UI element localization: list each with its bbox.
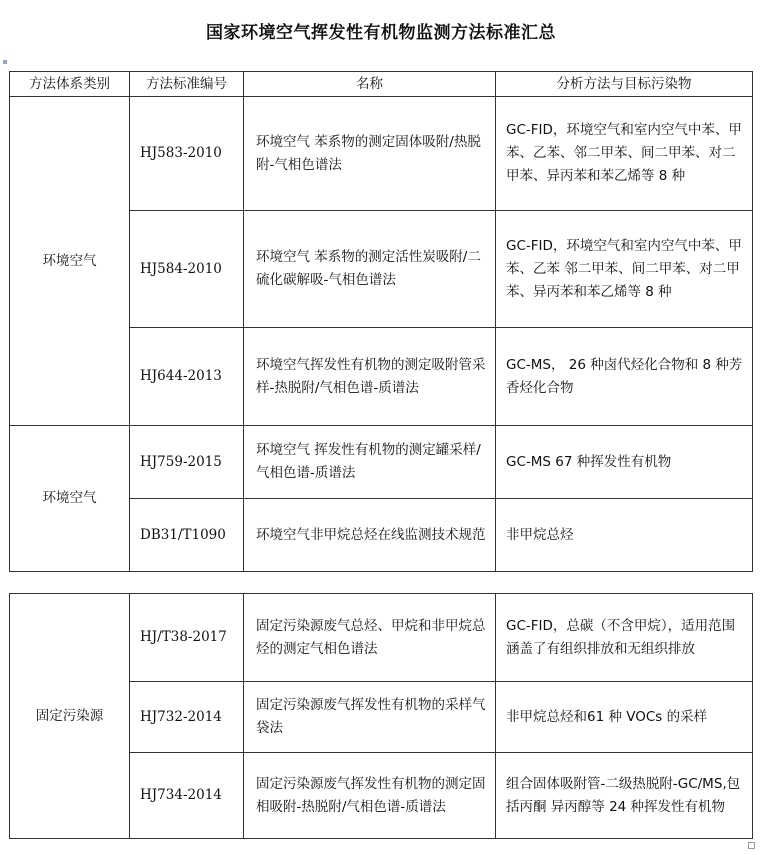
paragraph-marker — [3, 60, 7, 64]
header-method: 分析方法与目标污染物 — [496, 72, 753, 97]
table-resize-handle[interactable] — [748, 842, 755, 849]
method-cell: GC-FID，环境空气和室内空气中苯、甲苯、乙苯、邻二甲苯、间二甲苯、对二甲苯、异丙苯和苯乙烯等 8 种 — [496, 97, 753, 211]
method-cell: GC-FID，总碳（不含甲烷），适用范围涵盖了有组织排放和无组织排放 — [496, 594, 753, 682]
code-cell: HJ584-2010 — [130, 211, 244, 328]
category-cell: 固定污染源 — [10, 594, 130, 839]
method-cell: 组合固体吸附管-二级热脱附-GC/MS,包括丙酮 异丙醇等 24 种挥发性有机物 — [496, 753, 753, 839]
name-cell: 固定污染源废气总烃、甲烷和非甲烷总烃的测定气相色谱法 — [244, 594, 496, 682]
header-code: 方法标准编号 — [130, 72, 244, 97]
code-cell: DB31/T1090 — [130, 499, 244, 572]
code-cell: HJ759-2015 — [130, 426, 244, 499]
page-title: 国家环境空气挥发性有机物监测方法标准汇总 — [206, 23, 556, 43]
header-name: 名称 — [244, 72, 496, 97]
name-cell: 固定污染源废气挥发性有机物的采样气袋法 — [244, 682, 496, 753]
code-cell: HJ734-2014 — [130, 753, 244, 839]
table-row — [10, 594, 753, 682]
category-cell: 环境空气 — [10, 426, 130, 572]
name-cell: 环境空气挥发性有机物的测定吸附管采样-热脱附/气相色谱-质谱法 — [244, 328, 496, 426]
code-cell: HJ583-2010 — [130, 97, 244, 211]
table-header-row — [10, 72, 753, 97]
name-cell: 环境空气 苯系物的测定固体吸附/热脱附-气相色谱法 — [244, 97, 496, 211]
code-cell: HJ644-2013 — [130, 328, 244, 426]
table-row — [10, 426, 753, 499]
code-cell: HJ732-2014 — [130, 682, 244, 753]
standards-table-bottom — [9, 593, 753, 839]
code-cell: HJ/T38-2017 — [130, 594, 244, 682]
standards-table-top — [9, 71, 753, 572]
method-cell: GC-FID，环境空气和室内空气中苯、甲苯、乙苯 邻二甲苯、间二甲苯、对二甲苯、异丙苯和苯乙烯等 8 种 — [496, 211, 753, 328]
method-cell: GC-MS， 26 种卤代烃化合物和 8 种芳香烃化合物 — [496, 328, 753, 426]
method-cell: 非甲烷总烃 — [496, 499, 753, 572]
method-cell: 非甲烷总烃和61 种 VOCs 的采样 — [496, 682, 753, 753]
method-cell: GC-MS 67 种挥发性有机物 — [496, 426, 753, 499]
name-cell: 环境空气非甲烷总烃在线监测技术规范 — [244, 499, 496, 572]
category-cell: 环境空气 — [10, 97, 130, 426]
table-row — [10, 97, 753, 211]
name-cell: 固定污染源废气挥发性有机物的测定固相吸附-热脱附/气相色谱-质谱法 — [244, 753, 496, 839]
header-category: 方法体系类别 — [10, 72, 130, 97]
name-cell: 环境空气 挥发性有机物的测定罐采样/气相色谱-质谱法 — [244, 426, 496, 499]
name-cell: 环境空气 苯系物的测定活性炭吸附/二硫化碳解吸-气相色谱法 — [244, 211, 496, 328]
